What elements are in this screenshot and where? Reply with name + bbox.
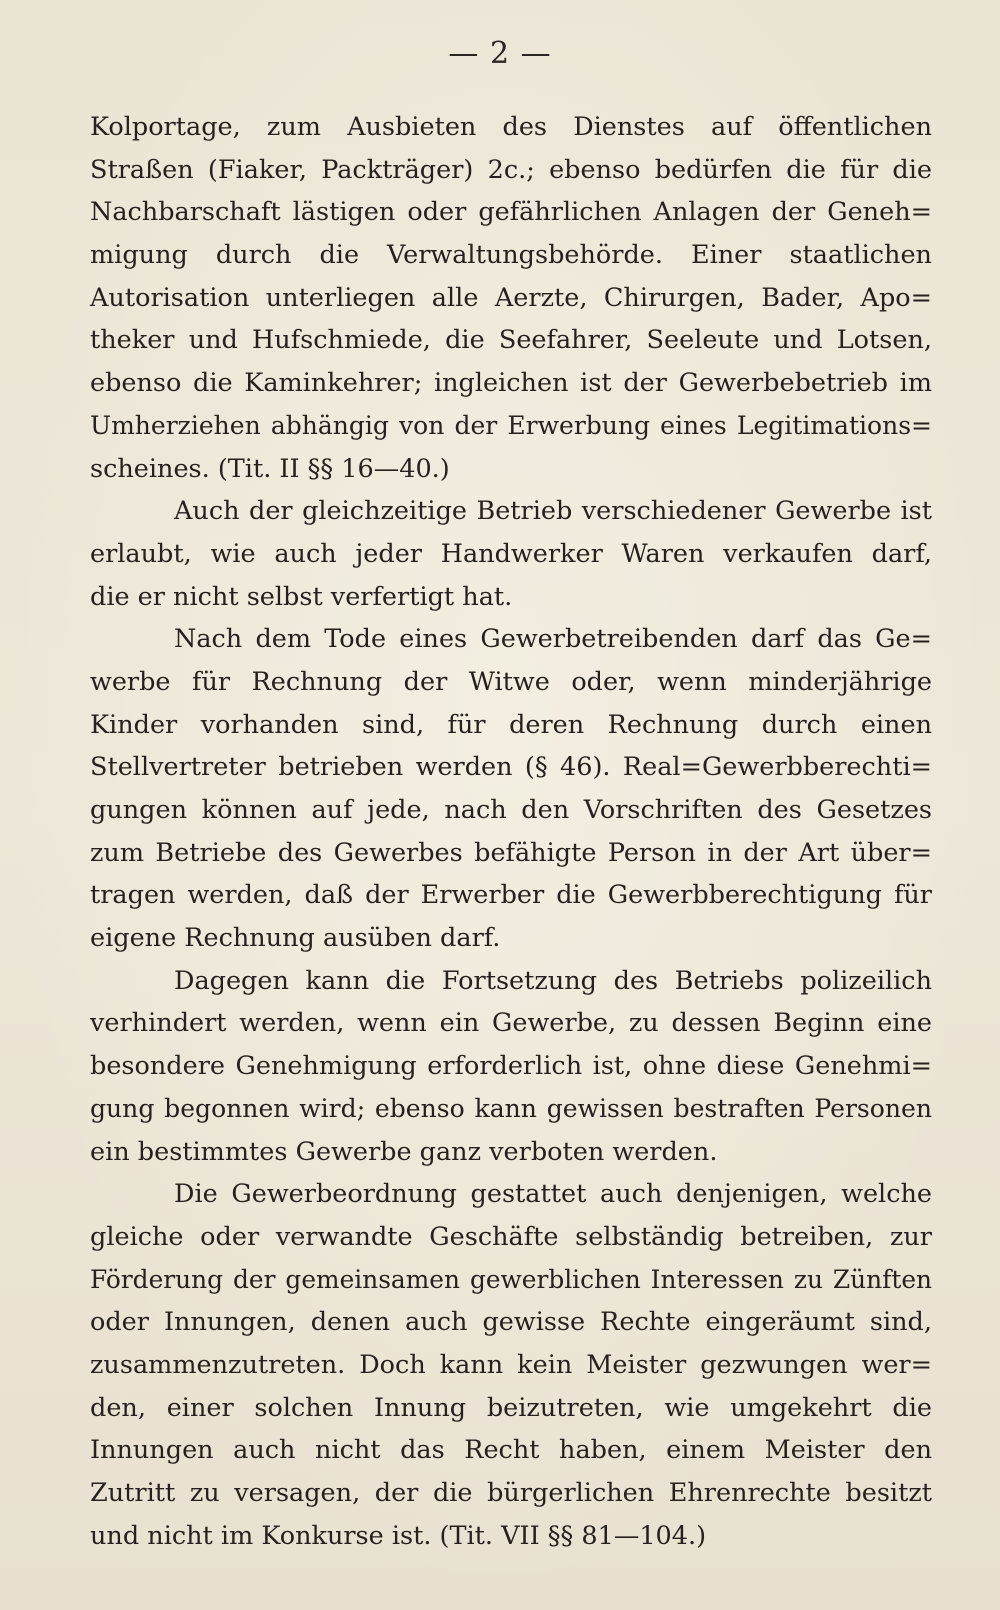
text-line: Straßen (Fiaker, Packträger) 2c.; ebenso bedürfen die für die (90, 154, 932, 185)
text-line: die er nicht selbst verfertigt hat. (90, 581, 513, 612)
text-line: Nach dem Tode eines Gewerbetreibenden darf das Ge= (174, 624, 932, 655)
text-line: Kinder vorhanden sind, für deren Rechnung durch einen (90, 709, 932, 740)
text-line: Kolportage, zum Ausbieten des Dienstes auf öffentlichen (90, 112, 932, 142)
text-line: gung begonnen wird; ebenso kann gewissen bestraften Personen (90, 1093, 932, 1123)
text-line: ebenso die Kaminkehrer; ingleichen ist der Gewerbebetrieb im (90, 368, 932, 399)
text-line: Auch der gleichzeitige Betrieb verschiedener Gewerbe ist (174, 496, 932, 527)
text-line: theker und Hufschmiede, die Seefahrer, Seeleute und Lotsen, (90, 325, 932, 356)
text-line: werbe für Rechnung der Witwe oder, wenn minderjährige (90, 666, 932, 697)
text-line: migung durch die Verwaltungsbehörde. Einer staatlichen (90, 240, 932, 271)
text-line: gungen können auf jede, nach den Vorschriften des Gesetzes (90, 795, 932, 825)
text-line: ein bestimmtes Gewerbe ganz verboten werden. (90, 1136, 718, 1167)
text-line: Innungen auch nicht das Recht haben, einem Meister den (90, 1435, 932, 1466)
text-line: zum Betriebe des Gewerbes befähigte Person in der Art über= (90, 837, 932, 868)
text-line: Förderung der gemeinsamen gewerblichen Interessen zu Zünften (90, 1264, 932, 1294)
text-line: Dagegen kann die Fortsetzung des Betriebs polizeilich (174, 965, 932, 996)
text-line: Umherziehen abhängig von der Erwerbung eines Legitimations= (90, 410, 932, 440)
text-line: scheines. (Tit. II §§ 16—40.) (90, 453, 450, 484)
text-line: Autorisation unterliegen alle Aerzte, Chirurgen, Bader, Apo= (90, 282, 932, 313)
text-line: gleiche oder verwandte Geschäfte selbständig betreiben, zur (90, 1221, 932, 1252)
text-line: tragen werden, daß der Erwerber die Gewerbberechtigung für (90, 880, 932, 911)
text-line: Stellvertreter betrieben werden (§ 46). Real=Gewerbberechti= (90, 752, 932, 783)
text-line: besondere Genehmigung erforderlich ist, ohne diese Genehmi= (90, 1051, 932, 1082)
text-line: oder Innungen, denen auch gewisse Rechte eingeräumt sind, (90, 1307, 932, 1338)
text-line: Zutritt zu versagen, der die bürgerlichen Ehrenrechte besitzt (90, 1478, 932, 1508)
page-number: — 2 — (448, 36, 552, 71)
text-line: den, einer solchen Innung beizutreten, wie umgekehrt die (90, 1392, 932, 1423)
text-line: Die Gewerbeordnung gestattet auch denjenigen, welche (174, 1179, 932, 1210)
text-line: zusammenzutreten. Doch kann kein Meister gezwungen wer= (90, 1349, 932, 1380)
page-text-body (90, 106, 932, 1557)
text-line: erlaubt, wie auch jeder Handwerker Waren verkaufen darf, (90, 538, 932, 569)
text-line: eigene Rechnung ausüben darf. (90, 923, 501, 954)
text-line: verhindert werden, wenn ein Gewerbe, zu dessen Beginn eine (90, 1008, 932, 1039)
text-line: Nachbarschaft lästigen oder gefährlichen Anlagen der Geneh= (90, 197, 932, 228)
text-line: und nicht im Konkurse ist. (Tit. VII §§ 81—104.) (90, 1520, 707, 1551)
